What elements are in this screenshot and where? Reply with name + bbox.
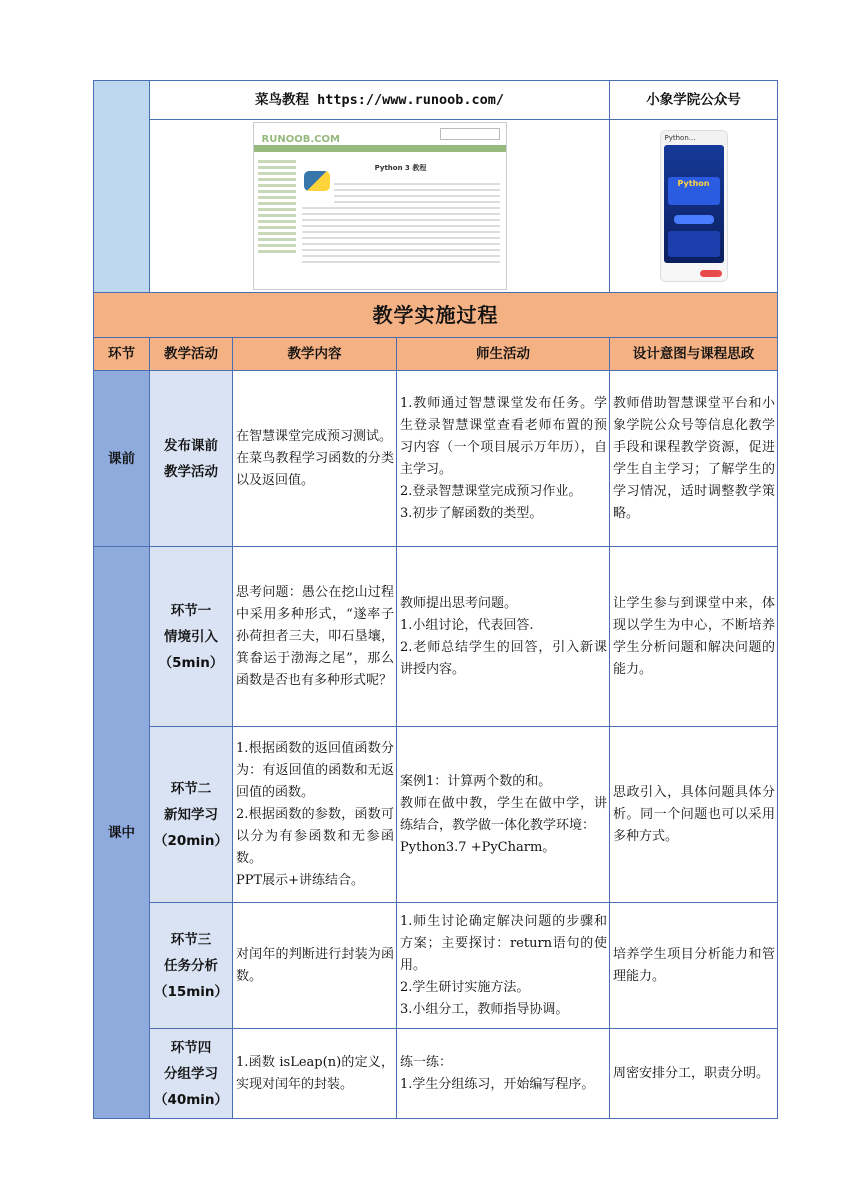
runoob-screenshot-cell [150,120,610,293]
row-interaction: 1.教师通过智慧课堂发布任务。学生登录智慧课堂查看老师布置的预习内容（一个项目展示万年历），自主学习。 2.登录智慧课堂完成预习作业。 3.初步了解函数的类型。 [397,371,610,547]
promo-card [668,231,720,257]
phone-title: Python... [661,131,727,145]
header-content: 教学内容 [233,338,397,371]
row-interaction: 1.师生讨论确定解决问题的步骤和方案；主要探讨：return语句的使用。 2.学生研讨实施方法。 3.小组分工，教师指导协调。 [397,903,610,1029]
runoob-main [302,157,500,285]
row-content: 1.根据函数的返回值函数分为：有返回值的函数和无返回值的函数。 2.根据函数的参数，函数可以分为有参函数和无参函数。 PPT展示+讲练结合。 [233,727,397,903]
phase-pre: 课前 [94,371,150,547]
row-interaction: 案例1：计算两个数的和。 教师在做中教，学生在做中学，讲练结合，教学做一体化教学环境： Python3.7 +PyCharm。 [397,727,610,903]
row-activity: 环节四 分组学习 （40min） [150,1029,233,1119]
wechat-title: 小象学院公众号 [610,81,778,120]
row-intent: 让学生参与到课堂中来，体现以学生为中心，不断培养学生分析问题和解决问题的能力。 [610,547,778,727]
search-box-icon [440,128,500,140]
sidebar-lines [258,157,296,285]
row-interaction: 练一练： 1.学生分组练习，开始编写程序。 [397,1029,610,1119]
wechat-screenshot-cell [610,120,778,293]
runoob-screenshot [253,122,507,290]
phone-action-icon [700,270,722,277]
row-intent: 周密安排分工，职责分明。 [610,1029,778,1119]
row-content: 在智慧课堂完成预习测试。 在菜鸟教程学习函数的分类以及返回值。 [233,371,397,547]
lesson-plan-table [93,80,778,1119]
header-phase: 环节 [94,338,150,371]
row-content: 1.函数 isLeap(n)的定义，实现对闰年的封装。 [233,1029,397,1119]
blank-left-cell [94,81,150,293]
header-activity: 教学活动 [150,338,233,371]
phase-in: 课中 [94,547,150,1119]
row-activity: 环节一 情境引入 （5min） [150,547,233,727]
runoob-title: 菜鸟教程 https://www.runoob.com/ [150,81,610,120]
promo-banner: Python [668,177,720,205]
row-intent: 教师借助智慧课堂平台和小象学院公众号等信息化教学手段和课程教学资源，促进学生自主学习；了解学生的学习情况，适时调整教学策略。 [610,371,778,547]
row-content: 对闰年的判断进行封装为函数。 [233,903,397,1029]
header-intent: 设计意图与课程思政 [610,338,778,371]
lesson-plan-document [93,80,777,1119]
row-intent: 培养学生项目分析能力和管理能力。 [610,903,778,1029]
section-title: 教学实施过程 [94,293,778,338]
promo-button-icon [674,215,714,224]
header-interaction: 师生活动 [397,338,610,371]
nav-bar [254,145,506,152]
phone-screenshot [660,130,728,282]
phone-screen [664,145,724,263]
row-activity: 发布课前 教学活动 [150,371,233,547]
row-interaction: 教师提出思考问题。 1.小组讨论，代表回答. 2.老师总结学生的回答，引入新课讲授内容。 [397,547,610,727]
row-activity: 环节二 新知学习 （20min） [150,727,233,903]
python-logo-icon [304,171,330,191]
row-activity: 环节三 任务分析 （15min） [150,903,233,1029]
row-content: 思考问题：愚公在挖山过程中采用多种形式，“遂率子孙荷担者三夫，叩石垦壤，箕畚运于渤海之尾”，那么函数是否也有多种形式呢？ [233,547,397,727]
runoob-heading: Python 3 教程 [374,164,427,172]
runoob-logo: RUNOOB.COM [261,134,340,145]
row-intent: 思政引入，具体问题具体分析。同一个问题也可以采用多种方式。 [610,727,778,903]
